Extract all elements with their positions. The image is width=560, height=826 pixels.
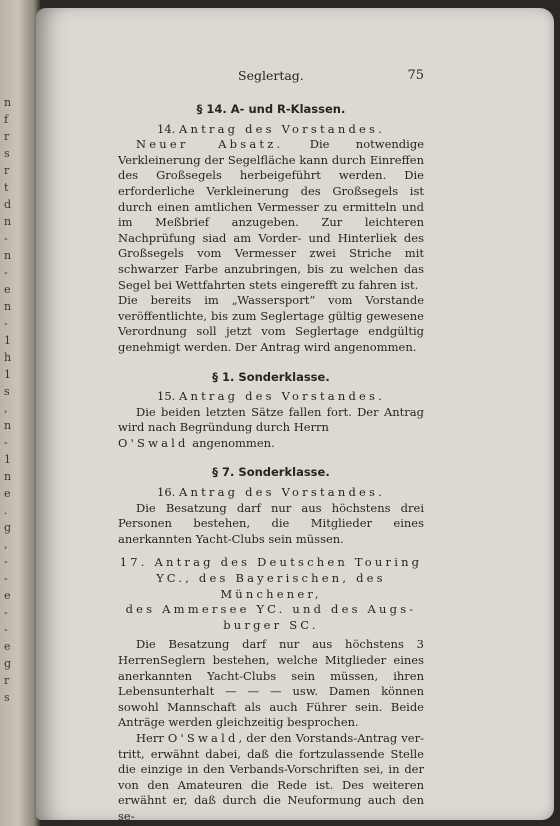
book-page: [36, 8, 554, 823]
paragraph-neuer-absatz: [118, 137, 424, 293]
left-margin-letter: r: [4, 164, 10, 177]
left-margin-letter: 1: [4, 368, 11, 381]
left-margin-letter: e: [4, 640, 11, 653]
left-margin-letter: s: [4, 147, 10, 160]
left-margin-letter: -: [4, 572, 8, 585]
lead-spaced: Neuer Absatz.: [136, 137, 284, 152]
running-title: Seglertag.: [238, 68, 304, 83]
antrag-number: 14.: [157, 121, 176, 136]
final-first-line: , der den Vorstands-Antrag ver-: [238, 730, 424, 745]
page-content: [118, 68, 424, 825]
antrag-17-title-line: 17. Antrag des Deutschen Touring: [119, 555, 423, 570]
left-margin-letter: t: [4, 181, 9, 194]
name-oswald: O'Swald: [118, 435, 189, 450]
paragraph-text: Die Besatzung darf nur aus höchstens 3 HerrenSeglern bestehen, welche Mitglieder eines anerkannten Yacht-Clubs sein müssen, ihren Lebensunterhalt — — — usw. Damen können sowohl Mannschaft als auch Führer sein. Beide Anträge werden gleichzeitig besprochen.: [118, 637, 424, 730]
left-margin-letter: -: [4, 606, 8, 619]
section-heading-14: § 14. A- und R-Klassen.: [196, 102, 346, 116]
left-margin-letter: f: [4, 113, 9, 126]
left-margin-letter: n: [4, 96, 12, 109]
left-margin-letter: .: [4, 504, 8, 517]
left-margin-letter: -: [4, 232, 8, 245]
left-margin-letter: e: [4, 283, 11, 296]
left-margin-letter: s: [4, 385, 10, 398]
left-margin-letter: n: [4, 470, 12, 483]
section-heading-1: § 1. Sonderklasse.: [212, 369, 330, 384]
left-margin-letter: n: [4, 249, 12, 262]
antrag-title: Antrag des Vorstandes.: [178, 121, 385, 136]
antrag-17-title-line: des Ammersee YC. und des Augs-: [125, 602, 417, 617]
antrag-15-line: [118, 389, 424, 405]
herr-prefix: Herr: [136, 730, 168, 745]
left-margin-letter: n: [4, 419, 12, 432]
paragraph-text: Die bereits im „Wassersport“ vom Vorstande veröffentlichte, bis zum Seglertage gültig gewesene Verordnung soll jetzt vom Seglertage endgültig genehmigt werden. Der Antrag wird angenommen.: [118, 293, 424, 354]
left-margin-letter: -: [4, 266, 8, 279]
name-suffix: angenommen.: [188, 435, 275, 450]
paragraph-17: [118, 637, 424, 731]
left-margin-letter: g: [4, 521, 12, 534]
paragraph-final: [118, 731, 424, 825]
left-margin-letter: h: [4, 351, 12, 364]
paragraph-16: [118, 501, 424, 548]
left-margin-letter: ,: [4, 538, 8, 551]
left-margin-letter: s: [4, 691, 10, 704]
name-oswald: O'Swald: [167, 730, 239, 745]
antrag-title: Antrag des Vorstandes.: [178, 485, 385, 500]
left-margin-letter: 1: [4, 453, 11, 466]
left-margin-letter: -: [4, 436, 8, 449]
left-margin-letter: -: [4, 317, 8, 330]
left-margin-letter: n: [4, 300, 12, 313]
paragraph-text: tritt, erwähnt dabei, daß die fortzulassende Stelle die einzige in den Verbands-Vorschriften sei, in der von den Amateuren die Rede ist. Des weiteren erwähnt er, daß durch die Neuformung auch den se-: [118, 746, 424, 823]
antrag-14-line: [118, 122, 424, 138]
paragraph-15: [118, 405, 424, 436]
left-margin-letter: r: [4, 130, 10, 143]
left-margin-letter: d: [4, 198, 12, 211]
left-margin-letter: r: [4, 674, 10, 687]
antrag-17-title: [118, 555, 424, 633]
paragraph-text: Die notwendige Verkleinerung der Segelfläche kann durch Einreffen des Großsegels herbeigeführt werden. Die erforderliche Verkleinerung des Großsegels ist durch einen amtlichen Vermesser zu ermitteln und im Meßbrief anzugeben. Zur leichteren Nachprüfung siad am Vorder- und Hinterliek des Großsegels vom Vermesser zwei Striche mit schwarzer Farbe anzubringen, bis zu welchen das Segel bei Wettfahrten stets eingerefft zu fahren ist.: [118, 137, 425, 292]
left-margin-letter: n: [4, 215, 12, 228]
paragraph-text: Die Besatzung darf nur aus höchstens drei Personen bestehen, die Mitglieder eines anerkannten Yacht-Clubs sein müssen.: [118, 500, 424, 546]
antrag-17-title-line: YC., des Bayerischen, des Münchener,: [156, 571, 386, 601]
left-margin-letter: -: [4, 623, 8, 636]
antrag-title: Antrag des Vorstandes.: [178, 389, 385, 404]
antrag-number: 16.: [157, 485, 176, 500]
antrag-number: 15.: [157, 389, 176, 404]
left-margin-letter: -: [4, 555, 8, 568]
page-header: [118, 68, 424, 96]
page-number: 75: [407, 68, 424, 83]
left-margin-letter: 1: [4, 334, 11, 347]
antrag-16-line: [118, 485, 424, 501]
left-margin-letter: e: [4, 487, 11, 500]
left-margin-letter: e: [4, 589, 11, 602]
paragraph-15-name: [118, 436, 424, 452]
section-heading-7: § 7. Sonderklasse.: [212, 465, 330, 480]
left-margin-letter: g: [4, 657, 12, 670]
left-margin-letter: ,: [4, 402, 8, 415]
paragraph-closing-14: [118, 293, 424, 355]
paragraph-text: Die beiden letzten Sätze fallen fort. Der Antrag wird nach Begründung durch Herrn: [118, 404, 424, 435]
antrag-17-title-line: burger SC.: [223, 617, 319, 632]
adjacent-page-edge: [0, 0, 40, 826]
